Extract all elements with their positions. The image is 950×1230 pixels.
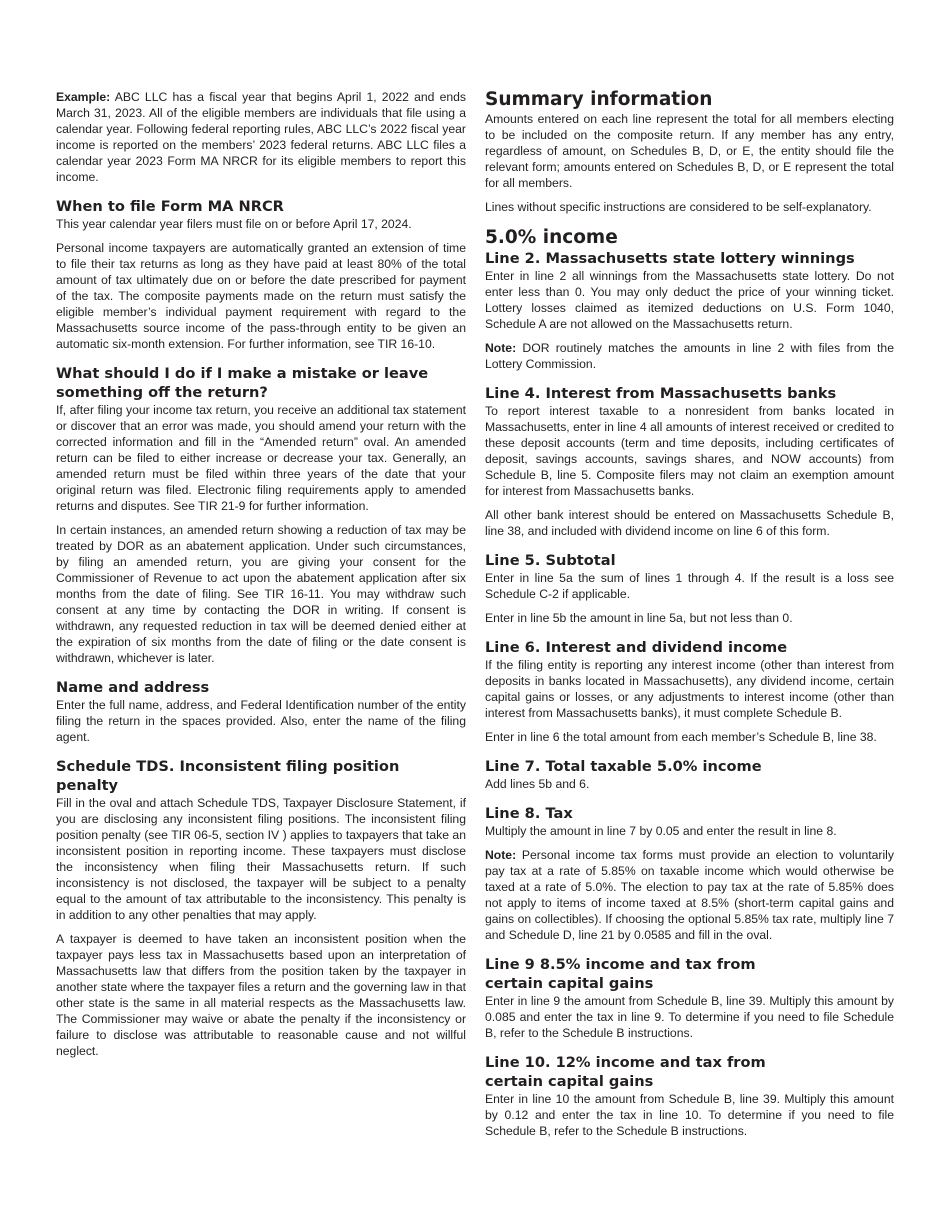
line8-note	[485, 847, 894, 943]
example-paragraph	[56, 89, 466, 185]
line2-note-label: Note:	[485, 341, 517, 355]
line7-paragraph: Add lines 5b and 6.	[485, 777, 590, 791]
line9-heading-line-1: Line 9 8.5% income and tax from	[485, 956, 756, 973]
summary-heading: Summary information	[485, 89, 713, 110]
example-text: ABC LLC has a fiscal year that begins April 1, 2022 and ends March 31, 2023. All of the eligible members are individuals that file using a calendar year. Following federal reporting rules, ABC LLC’s 2022 fiscal year income is reported on the members’ 2023 federal returns. ABC LLC files a calendar year 2023 Form MA NRCR for its eligible members to report this income.	[56, 90, 466, 184]
line9-heading	[485, 955, 894, 993]
line10-paragraph: Enter in line 10 the amount from Schedule B, line 39. Multiply this amount by 0.12 and enter the tax in line 10. To determine if you need to file Schedule B, refer to the Schedule B instructions.	[485, 1092, 894, 1138]
line10-heading-line-1: Line 10. 12% income and tax from	[485, 1054, 766, 1071]
line6-paragraph-2: Enter in line 6 the total amount from each member’s Schedule B, line 38.	[485, 730, 877, 744]
line6-heading: Line 6. Interest and dividend income	[485, 639, 788, 656]
line10-heading	[485, 1053, 894, 1091]
income-section-heading: 5.0% income	[485, 227, 618, 248]
line8-note-text: Personal income tax forms must provide an election to voluntarily pay tax at a rate of 5.85% on taxable income which would otherwise be taxed at a rate of 5.0%. The election to pay tax at the rate of 5.85% does not apply to items of income taxed at 8.5% (short-term capital gains and gains on collectibles). If choosing the optional 5.85% tax rate, multiply line 7 and Schedule D, line 21 by 0.0585 and fill in the oval.	[485, 848, 894, 942]
schedule-tds-heading: Schedule TDS. Inconsistent filing position penalty	[56, 758, 400, 794]
summary-paragraph-1: Amounts entered on each line represent the total for all members electing to be included on the composite return. If any member has any entry, regardless of amount, on Schedules B, D, or E, the entity should file the relevant form; amounts entered on Schedules B, D, or E represent the total for all members.	[485, 112, 894, 190]
line2-note-text: DOR routinely matches the amounts in line 2 with files from the Lottery Commission.	[485, 341, 894, 371]
schedule-tds-paragraph-2: A taxpayer is deemed to have taken an inconsistent position when the taxpayer pays less tax in Massachusetts based upon an interpretation of Massachusetts law that differs from the position taken by the taxpayer in another state where the taxpayer files a return and the governing law in that other state is the same in all material respects as the Massachusetts law. The Commissioner may waive or abate the penalty if the inconsistency or failure to disclose was attributable to reasonable cause and not willful neglect.	[56, 932, 466, 1058]
line9-heading-line-2: certain capital gains	[485, 975, 654, 992]
left-column	[56, 89, 466, 1067]
name-address-heading: Name and address	[56, 679, 210, 696]
line9-paragraph: Enter in line 9 the amount from Schedule B, line 39. Multiply this amount by 0.085 and enter the tax in line 9. To determine if you need to file Schedule B, refer to the Schedule B instructions.	[485, 994, 894, 1040]
line2-note	[485, 340, 894, 372]
right-column	[485, 89, 894, 1147]
name-address-paragraph: Enter the full name, address, and Federal Identification number of the entity filing the return in the spaces provided. Also, enter the name of the filing agent.	[56, 698, 466, 744]
line2-heading: Line 2. Massachusetts state lottery winnings	[485, 250, 855, 267]
line5-paragraph-2: Enter in line 5b the amount in line 5a, but not less than 0.	[485, 611, 793, 625]
line4-paragraph-1: To report interest taxable to a nonresident from banks located in Massachusetts, enter in line 4 all amounts of interest received or credited to these deposit accounts (term and time deposits, including certificates of deposit, savings accounts, savings shares, and NOW accounts) from Schedule B, line 5. Composite filers may not claim an exemption amount for interest from Massachusetts banks.	[485, 404, 894, 498]
mistake-heading: What should I do if I make a mistake or leave something off the return?	[56, 365, 429, 401]
line4-paragraph-2: All other bank interest should be entered on Massachusetts Schedule B, line 38, and included with dividend income on line 6 of this form.	[485, 508, 894, 538]
line8-paragraph: Multiply the amount in line 7 by 0.05 and enter the result in line 8.	[485, 824, 837, 838]
line10-heading-line-2: certain capital gains	[485, 1073, 654, 1090]
when-to-file-paragraph-1: This year calendar year filers must file on or before April 17, 2024.	[56, 217, 412, 231]
schedule-tds-paragraph-1: Fill in the oval and attach Schedule TDS, Taxpayer Disclosure Statement, if you are disclosing any inconsistent filing positions. The inconsistent filing position penalty (see TIR 06-5, section IV ) applies to taxpayers that take an inconsistent position in reporting income. These taxpayers must disclose the inconsistency when filing their Massachusetts return. If such inconsistency is not disclosed, the taxpayer will be subject to a penalty equal to the amount of tax attributable to the inconsistency. This penalty is in addition to any other penalties that may apply.	[56, 796, 466, 922]
line5-paragraph-1: Enter in line 5a the sum of lines 1 through 4. If the result is a loss see Schedule C-2 if applicable.	[485, 571, 894, 601]
line4-heading: Line 4. Interest from Massachusetts banks	[485, 385, 837, 402]
line8-note-label: Note:	[485, 848, 517, 862]
mistake-paragraph-1: If, after filing your income tax return, you receive an additional tax statement or discover that an error was made, you should amend your return with the corrected information and fill in the “Amended return” oval. An amended return can be filed to either increase or decrease your tax. Generally, an amended return must be filed within three years of the date that your original return was filed. Electronic filing requirements apply to amended returns and disputes. See TIR 21-9 for further information.	[56, 403, 466, 513]
when-to-file-heading: When to file Form MA NRCR	[56, 198, 284, 215]
line6-paragraph-1: If the filing entity is reporting any interest income (other than interest from deposits in banks located in Massachusetts), any dividend income, certain capital gains or losses, or any adjustments to interest income (other than interest from Massachusetts banks), it must complete Schedule B.	[485, 658, 894, 720]
mistake-paragraph-2: In certain instances, an amended return showing a reduction of tax may be treated by DOR as an abatement application. Under such circumstances, by filing an amended return, you are giving your consent for the Commissioner of Revenue to act upon the abatement application after six months from the date of filing. See TIR 16-11. You may withdraw such consent at any time by contacting the DOR in writing. If consent is withdrawn, any requested reduction in tax will be deemed denied either at the expiration of six months from the date of filing or the date consent is withdrawn, whichever is later.	[56, 523, 466, 665]
line5-heading: Line 5. Subtotal	[485, 552, 616, 569]
when-to-file-paragraph-2: Personal income taxpayers are automatically granted an extension of time to file their tax returns as long as they have paid at least 80% of the total amount of tax ultimately due on or before the date prescribed for payment of the tax. The composite payments made on the return must satisfy the eligible member’s individual payment requirement with regard to the Massachusetts source income of the pass-through entity to be given an automatic six-month extension. For further information, see TIR 16-10.	[56, 241, 466, 351]
summary-paragraph-2: Lines without specific instructions are considered to be self-explanatory.	[485, 200, 872, 214]
line2-paragraph: Enter in line 2 all winnings from the Massachusetts state lottery. Do not enter less than 0. You may only deduct the price of your winning ticket. Lottery losses claimed as itemized deductions on U.S. Form 1040, Schedule A are not allowed on the Massachusetts return.	[485, 269, 894, 331]
line7-heading: Line 7. Total taxable 5.0% income	[485, 758, 762, 775]
example-label: Example:	[56, 90, 111, 104]
line8-heading: Line 8. Tax	[485, 805, 573, 822]
